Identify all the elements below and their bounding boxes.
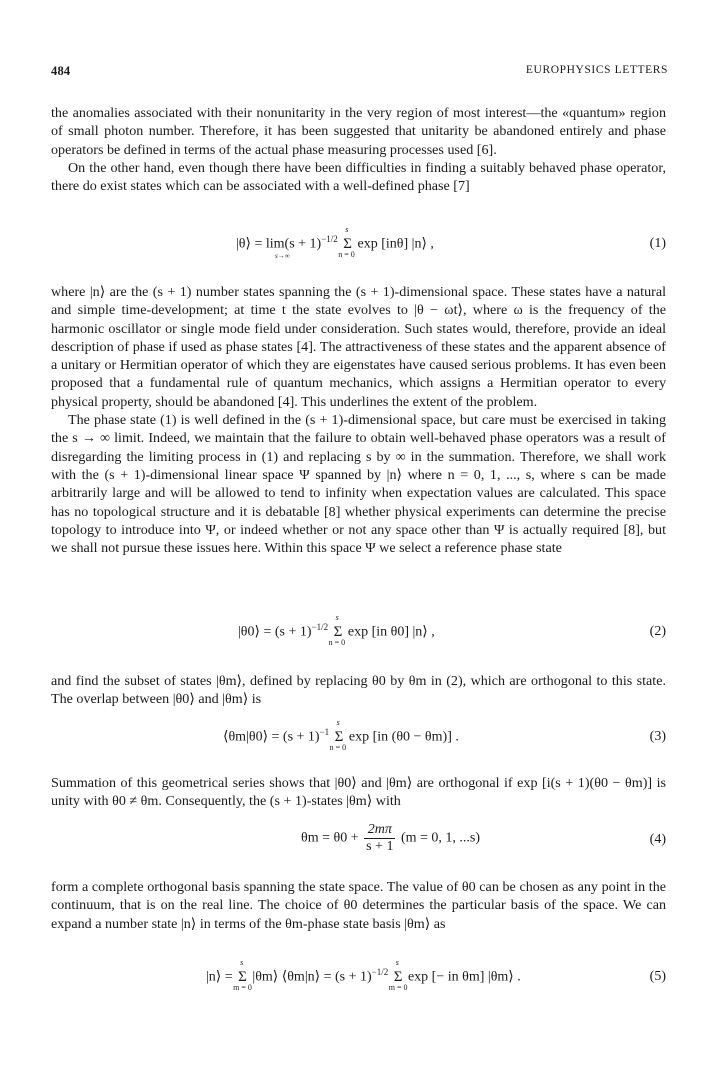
- eq5-lhs: |n⟩ =: [206, 969, 233, 985]
- equation-number-1: (1): [649, 236, 666, 251]
- eq5-middle: |θm⟩ ⟨θm|n⟩ = (s + 1): [252, 969, 372, 985]
- text-block-2: [51, 283, 666, 557]
- eq3-power: −1: [319, 727, 330, 737]
- text-block-5: [51, 878, 666, 933]
- equation-number-3: (3): [649, 729, 666, 744]
- eq4-denominator: s + 1: [366, 839, 394, 854]
- eq5-sum1-bottom: m = 0: [233, 982, 252, 992]
- eq3-sum-bottom: n = 0: [329, 742, 347, 752]
- eq1-power: −1/2: [321, 234, 338, 244]
- eq5-sum1-top: s: [240, 957, 244, 967]
- equation-1: [51, 224, 666, 264]
- equation-5: [51, 957, 666, 997]
- equation-4: [51, 822, 666, 862]
- paragraph-1: the anomalies associated with their nonunitarity in the very region of most interest—the «quantum» region of small photon number. Therefore, it has been suggested that unitarity be abandoned entirely and phase operators be defined in terms of the actual phase measuring processes used [6].: [51, 105, 666, 158]
- equation-number-5: (5): [649, 969, 666, 984]
- eq5-sum2-bottom: m = 0: [388, 982, 408, 992]
- paragraph-5: and find the subset of states |θm⟩, defined by replacing θ0 by θm in (2), which are orthogonal to this state. The overlap between |θ0⟩ and |θm⟩ is: [51, 673, 666, 708]
- paragraph-7: form a complete orthogonal basis spanning the state space. The value of θ0 can be chosen as any point in the continuum, that is on the real line. The choice of θ0 determines the particular basis of the space. We can expand a number state |n⟩ in terms of the θm-phase state basis |θm⟩ as: [51, 879, 666, 932]
- paragraph-3: where |n⟩ are the (s + 1) number states spanning the (s + 1)-dimensional space. These states have a natural and simple time-development; at time t the state evolves to |θ − ωt⟩, where ω is the frequency of the harmonic oscillator or single mode field under consideration. Such states would, therefore, provide an ideal description of phase if used as phase states [4]. The attractiveness of these states and the apparent absence of a unitary or Hermitian operator of which they are eigenstates have caused serious problems. It has even been proposed that a fundamental rule of quantum mechanics, which assigns a Hermitian operator to every physical property, should be abandoned [4]. This underlines the extent of the problem.: [51, 284, 666, 410]
- eq2-power: −1/2: [311, 622, 329, 632]
- eq3-sum: Σ s n = 0: [329, 717, 347, 752]
- paragraph-4: The phase state (1) is well defined in the (s + 1)-dimensional space, but care must be exercised in taking the s → ∞ limit. Indeed, we maintain that the failure to obtain well-behaved phase operators was a result of disregarding the limiting process in (1) and replacing s by ∞ in the summation. Therefore, we shall work with the (s + 1)-dimensional linear space Ψ spanned by |n⟩ where n = 0, 1, ..., s, where s can be made arbitrarily large and will be allowed to tend to infinity when expectation values are calculated. This space has no topological structure and it is debatable [8] whether physical experiments can determine the precise topology to introduce into Ψ, or indeed whether or not any space other than Ψ is actually required [8], but we shall not pursue these issues here. Within this space Ψ we select a reference phase state: [51, 412, 666, 557]
- eq3-lhs: ⟨θm|θ0⟩ = (s + 1): [223, 729, 320, 745]
- page-number: 484: [51, 64, 71, 78]
- eq5-power: −1/2: [371, 967, 389, 977]
- journal-title: EUROPHYSICS LETTERS: [525, 64, 668, 76]
- eq2-sum-top: s: [335, 612, 339, 622]
- equation-2: [51, 612, 666, 652]
- eq4-numerator: 2mπ: [364, 822, 395, 839]
- eq5-sum-1: Σ s m = 0: [233, 957, 252, 992]
- equation-3: [51, 717, 666, 757]
- eq1-lhs: |θ⟩ = lim(s + 1): [236, 236, 322, 252]
- eq4-lhs: θm = θ0 +: [301, 830, 359, 846]
- eq2-rhs: exp [in θ0] |n⟩ ,: [347, 624, 435, 640]
- eq1-rhs: exp [inθ] |n⟩ ,: [357, 236, 434, 252]
- eq3-sum-top: s: [336, 717, 340, 727]
- running-header: [51, 64, 668, 79]
- paragraph-2: On the other hand, even though there have been difficulties in finding a suitably behaved phase operator, there do exist states which can be associated with a well-defined phase [7]: [51, 159, 666, 195]
- equation-number-4: (4): [649, 832, 666, 847]
- eq2-lhs: |θ0⟩ = (s + 1): [238, 624, 312, 640]
- text-block-4: [51, 774, 666, 811]
- eq1-limit-subscript: s→∞: [275, 252, 290, 260]
- eq5-rhs: exp [− in θm] |θm⟩ .: [407, 969, 521, 985]
- text-block-3: [51, 672, 666, 709]
- equation-number-2: (2): [649, 624, 666, 639]
- eq1-sum-bottom: n = 0: [338, 249, 355, 259]
- paragraph-6: Summation of this geometrical series shows that |θ0⟩ and |θm⟩ are orthogonal if exp [i(s + 1)(θ0 − θm)] is unity with θ0 ≠ θm. Consequently, the (s + 1)-states |θm⟩ with: [51, 775, 666, 810]
- eq3-rhs: exp [in (θ0 − θm)] .: [348, 729, 459, 745]
- eq1-sum-top: s: [345, 224, 349, 234]
- eq2-sum: Σ s n = 0: [328, 612, 346, 647]
- text-block-1: [51, 104, 666, 195]
- eq4-fraction: [364, 822, 395, 855]
- eq5-sum2-top: s: [395, 957, 399, 967]
- eq2-sum-bottom: n = 0: [328, 637, 346, 647]
- eq1-sum: Σ s n = 0: [338, 224, 355, 259]
- eq4-rhs: (m = 0, 1, ...s): [400, 830, 480, 846]
- eq5-sum-2: Σ s m = 0: [388, 957, 408, 992]
